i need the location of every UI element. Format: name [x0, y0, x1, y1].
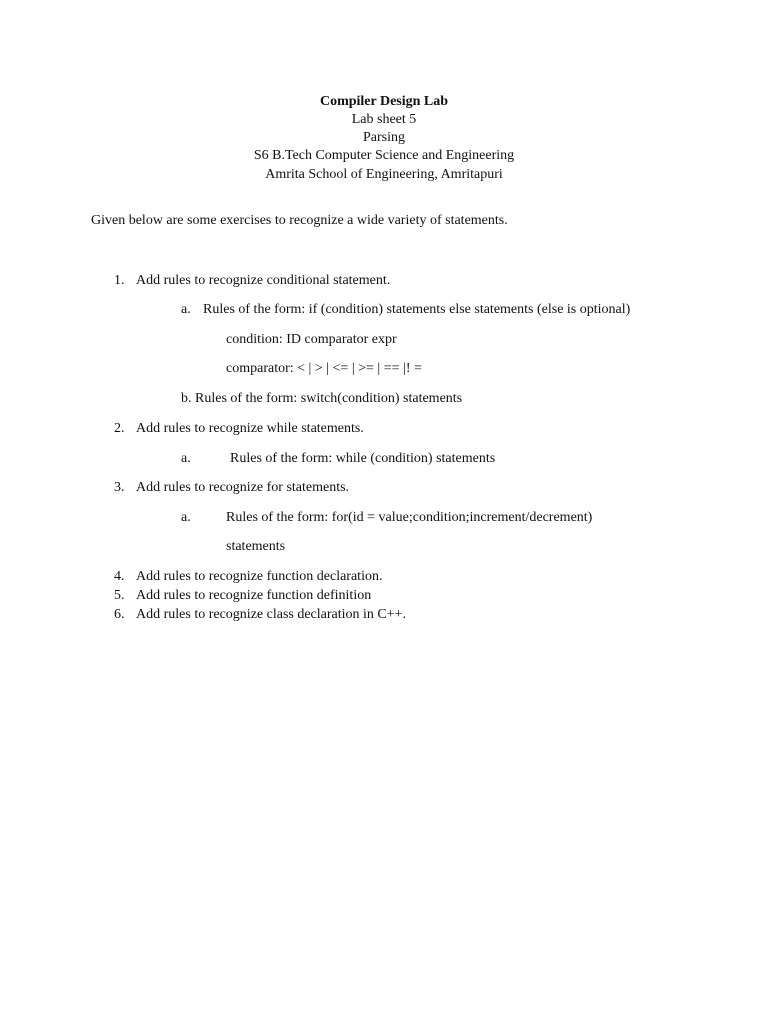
item-number-4: 4. [114, 569, 125, 584]
item-text-2: Add rules to recognize while statements. [136, 421, 364, 436]
item-text-6: Add rules to recognize class declaration in C++. [136, 607, 407, 622]
item-1-comparator-rule: comparator: < | > | <= | >= | == |! = [226, 361, 422, 376]
item-3-sub-a-marker: a. [181, 510, 191, 525]
school-label: Amrita School of Engineering, Amritapuri [265, 167, 503, 182]
item-text-1: Add rules to recognize conditional statement. [136, 273, 391, 288]
item-3-sub-a-text: Rules of the form: for(id = value;condition;increment/decrement) [226, 510, 593, 525]
item-number-5: 5. [114, 588, 125, 603]
course-label: S6 B.Tech Computer Science and Engineering [253, 148, 515, 163]
item-text-5: Add rules to recognize function definition [136, 588, 372, 603]
item-number-6: 6. [114, 607, 125, 622]
item-1-sub-a-text: Rules of the form: if (condition) statements else statements (else is optional) [203, 302, 631, 317]
doc-title: Compiler Design Lab [319, 94, 449, 109]
item-text-3: Add rules to recognize for statements. [136, 480, 350, 495]
item-number-1: 1. [114, 273, 125, 288]
item-number-2: 2. [114, 421, 125, 436]
item-number-3: 3. [114, 480, 125, 495]
intro-paragraph: Given below are some exercises to recognize a wide variety of statements. [91, 213, 508, 228]
topic-label: Parsing [363, 130, 405, 145]
item-2-sub-a-marker: a. [181, 451, 191, 466]
lab-sheet-label: Lab sheet 5 [351, 112, 417, 127]
item-2-sub-a-text: Rules of the form: while (condition) statements [230, 451, 496, 466]
item-text-4: Add rules to recognize function declaration. [136, 569, 383, 584]
item-1-sub-a-marker: a. [181, 302, 191, 317]
item-3-sub-a-continuation: statements [226, 539, 286, 554]
item-1-condition-rule: condition: ID comparator expr [226, 332, 397, 347]
item-1-sub-b-text: b. Rules of the form: switch(condition) statements [181, 391, 463, 406]
